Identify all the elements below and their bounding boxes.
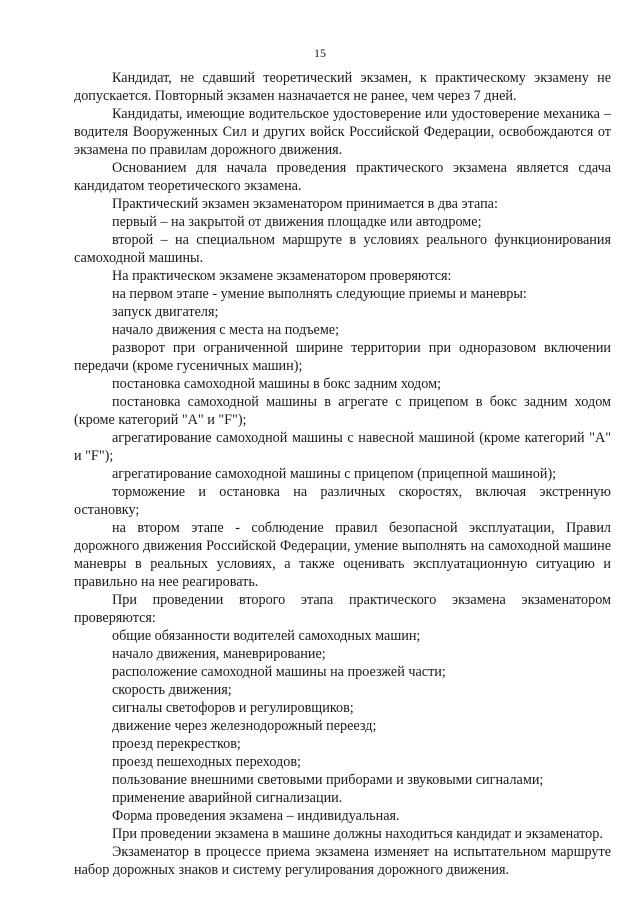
list-item: постановка самоходной машины в агрегате с прицепом в бокс задним ходом (кроме категорий "А" и "F"); (74, 394, 611, 428)
paragraph: При проведении второго этапа практического экзамена экзаменатором проверяются: (74, 592, 611, 626)
paragraph: на втором этапе - соблюдение правил безопасной эксплуатации, Правил дорожного движения Российской Федерации, умение выполнять на самоходной машине маневры в реальных условиях, а также оценивать эксплуатационную ситуацию и правильно на нее реагировать. (74, 520, 611, 590)
list-item: проезд перекрестков; (112, 736, 241, 752)
paragraph: Экзаменатор в процессе приема экзамена изменяет на испытательном маршруте набор дорожных знаков и систему регулирования дорожного движения. (74, 844, 611, 878)
list-item: применение аварийной сигнализации. (112, 790, 343, 806)
list-item: разворот при ограниченной ширине территории при одноразовом включении передачи (кроме гусеничных машин); (74, 340, 611, 374)
list-item: расположение самоходной машины на проезжей части; (112, 664, 446, 680)
paragraph: Кандидат, не сдавший теоретический экзамен, к практическому экзамену не допускается. Повторный экзамен назначается не ранее, чем через 7 дней. (74, 70, 611, 104)
list-item: скорость движения; (112, 682, 232, 698)
paragraph: на первом этапе - умение выполнять следующие приемы и маневры: (112, 286, 527, 302)
list-item: движение через железнодорожный переезд; (112, 718, 377, 734)
paragraph: второй – на специальном маршруте в условиях реального функционирования самоходной машины. (74, 232, 611, 266)
paragraph: Форма проведения экзамена – индивидуальная. (112, 808, 400, 824)
page-number: 15 (314, 46, 326, 60)
paragraph: При проведении экзамена в машине должны находиться кандидат и экзаменатор. (112, 826, 603, 842)
paragraph: Практический экзамен экзаменатором принимается в два этапа: (112, 196, 498, 212)
list-item: общие обязанности водителей самоходных машин; (112, 628, 421, 644)
list-item: начало движения, маневрирование; (112, 646, 326, 662)
list-item: агрегатирование самоходной машины с прицепом (прицепной машиной); (112, 466, 557, 482)
list-item: торможение и остановка на различных скоростях, включая экстренную остановку; (74, 484, 611, 518)
document-body (74, 69, 611, 879)
list-item: проезд пешеходных переходов; (112, 754, 301, 770)
paragraph: первый – на закрытой от движения площадке или автодроме; (112, 214, 482, 230)
paragraph: Основанием для начала проведения практического экзамена является сдача кандидатом теоретического экзамена. (74, 160, 611, 194)
list-item: начало движения с места на подъеме; (112, 322, 340, 338)
paragraph: На практическом экзамене экзаменатором проверяются: (112, 268, 452, 284)
list-item: пользование внешними световыми приборами и звуковыми сигналами; (112, 772, 544, 788)
list-item: сигналы светофоров и регулировщиков; (112, 700, 354, 716)
paragraph: Кандидаты, имеющие водительское удостоверение или удостоверение механика – водителя Вооруженных Сил и других войск Российской Федерации, освобождаются от экзамена по правилам дорожного движения. (74, 106, 611, 158)
list-item: агрегатирование самоходной машины с навесной машиной (кроме категорий "А" и "F"); (74, 430, 611, 464)
list-item: запуск двигателя; (112, 304, 219, 320)
list-item: постановка самоходной машины в бокс задним ходом; (112, 376, 442, 392)
